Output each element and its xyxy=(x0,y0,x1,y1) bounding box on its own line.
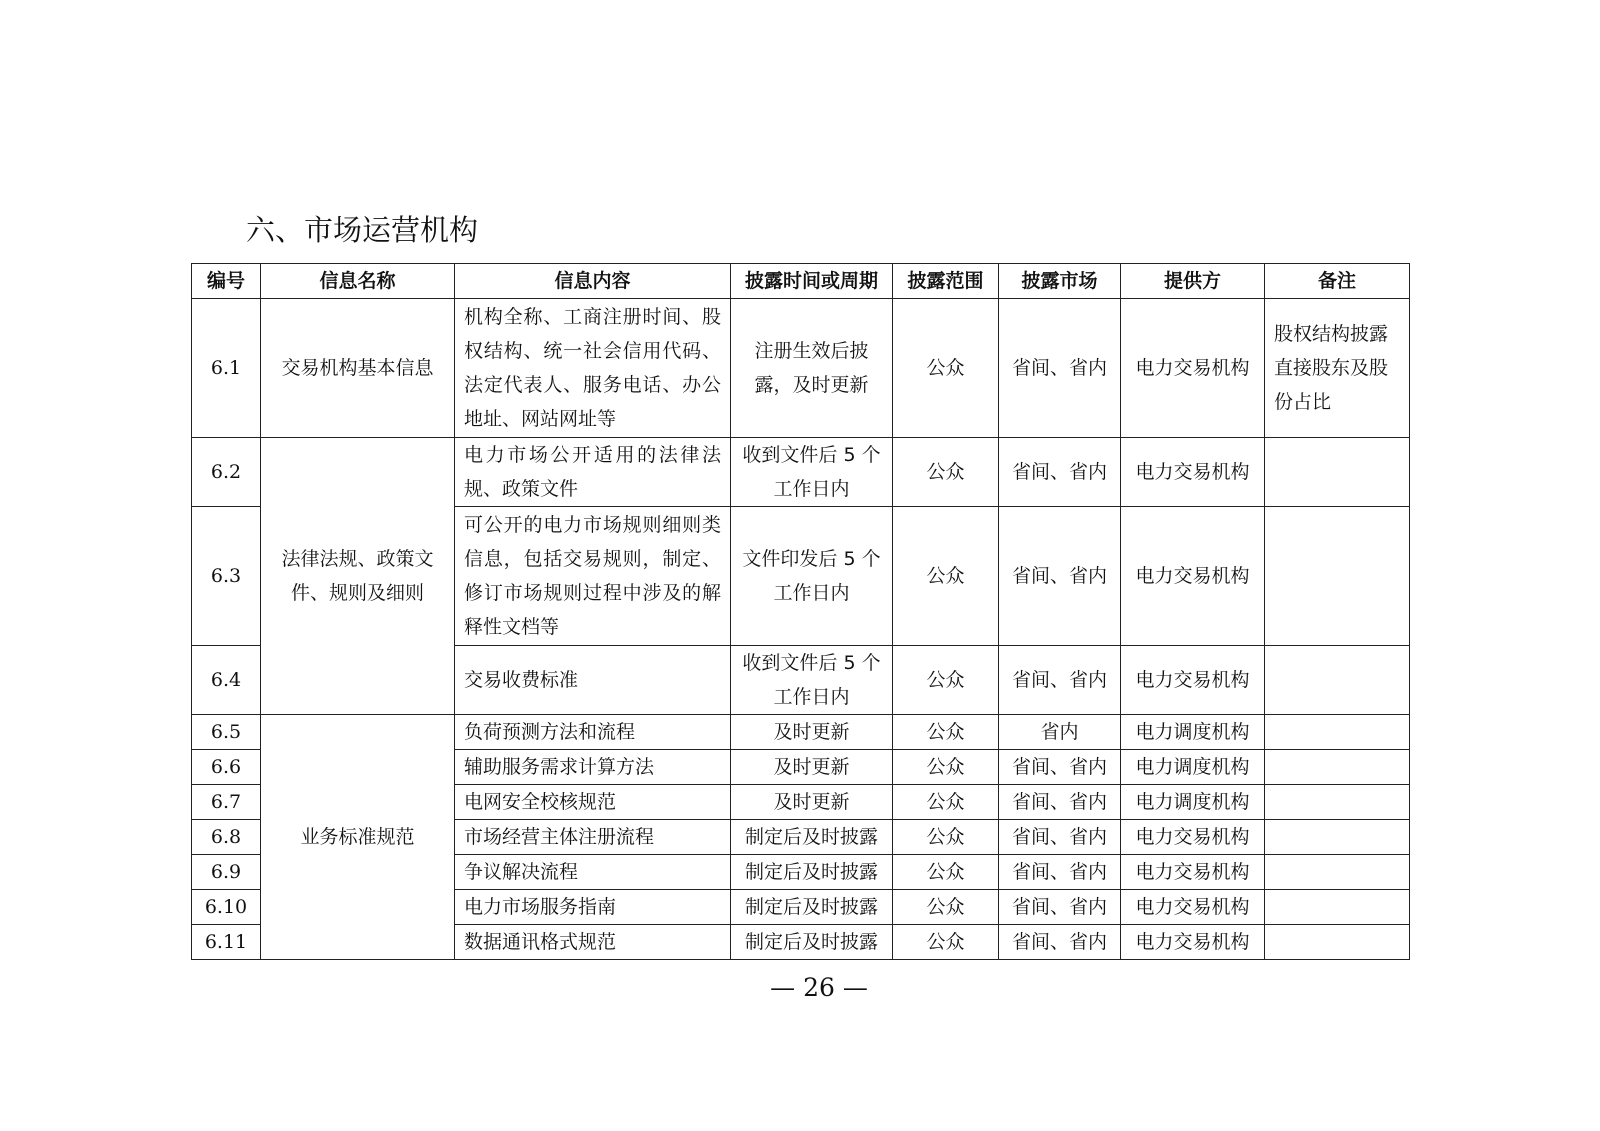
note xyxy=(1265,925,1410,960)
row-number: 6.11 xyxy=(192,925,261,960)
provider: 电力调度机构 xyxy=(1121,750,1265,785)
disclosure-time: 制定后及时披露 xyxy=(731,890,893,925)
row-number: 6.8 xyxy=(192,820,261,855)
row-number: 6.1 xyxy=(192,299,261,438)
provider: 电力交易机构 xyxy=(1121,299,1265,438)
info-content: 数据通讯格式规范 xyxy=(455,925,731,960)
disclosure-time: 及时更新 xyxy=(731,785,893,820)
info-content: 机构全称、工商注册时间、股权结构、统一社会信用代码、法定代表人、服务电话、办公地址、网站网址等 xyxy=(455,299,731,438)
header-content: 信息内容 xyxy=(455,264,731,299)
provider: 电力交易机构 xyxy=(1121,507,1265,646)
section-title: 六、市场运营机构 xyxy=(246,213,479,247)
disclosure-scope: 公众 xyxy=(893,750,999,785)
row-number: 6.7 xyxy=(192,785,261,820)
info-content: 电力市场公开适用的法律法规、政策文件 xyxy=(455,438,731,507)
table-row xyxy=(192,299,1410,438)
disclosure-time: 收到文件后 5 个工作日内 xyxy=(731,646,893,715)
note xyxy=(1265,750,1410,785)
info-content: 可公开的电力市场规则细则类信息，包括交易规则，制定、修订市场规则过程中涉及的解释性文档等 xyxy=(455,507,731,646)
info-name: 业务标准规范 xyxy=(261,715,455,960)
disclosure-market: 省间、省内 xyxy=(999,299,1121,438)
header-name: 信息名称 xyxy=(261,264,455,299)
provider: 电力交易机构 xyxy=(1121,820,1265,855)
disclosure-time: 制定后及时披露 xyxy=(731,820,893,855)
note xyxy=(1265,820,1410,855)
row-number: 6.3 xyxy=(192,507,261,646)
provider: 电力交易机构 xyxy=(1121,855,1265,890)
row-number: 6.2 xyxy=(192,438,261,507)
note xyxy=(1265,855,1410,890)
disclosure-scope: 公众 xyxy=(893,785,999,820)
disclosure-scope: 公众 xyxy=(893,890,999,925)
page-number: — 26 — xyxy=(770,973,868,1002)
info-content: 电网安全校核规范 xyxy=(455,785,731,820)
info-name: 交易机构基本信息 xyxy=(261,299,455,438)
disclosure-time: 及时更新 xyxy=(731,715,893,750)
disclosure-market: 省间、省内 xyxy=(999,855,1121,890)
disclosure-market: 省间、省内 xyxy=(999,925,1121,960)
header-provider: 提供方 xyxy=(1121,264,1265,299)
disclosure-scope: 公众 xyxy=(893,507,999,646)
disclosure-market: 省间、省内 xyxy=(999,750,1121,785)
info-content: 辅助服务需求计算方法 xyxy=(455,750,731,785)
provider: 电力交易机构 xyxy=(1121,890,1265,925)
info-content: 市场经营主体注册流程 xyxy=(455,820,731,855)
note xyxy=(1265,507,1410,646)
note xyxy=(1265,715,1410,750)
info-content: 电力市场服务指南 xyxy=(455,890,731,925)
info-content: 负荷预测方法和流程 xyxy=(455,715,731,750)
disclosure-market: 省间、省内 xyxy=(999,890,1121,925)
note: 股权结构披露直接股东及股份占比 xyxy=(1265,299,1410,438)
header-market: 披露市场 xyxy=(999,264,1121,299)
disclosure-market: 省间、省内 xyxy=(999,438,1121,507)
disclosure-time: 注册生效后披露，及时更新 xyxy=(731,299,893,438)
disclosure-table xyxy=(191,263,1410,960)
note xyxy=(1265,785,1410,820)
header-note: 备注 xyxy=(1265,264,1410,299)
disclosure-market: 省间、省内 xyxy=(999,507,1121,646)
info-content: 交易收费标准 xyxy=(455,646,731,715)
disclosure-scope: 公众 xyxy=(893,925,999,960)
header-num: 编号 xyxy=(192,264,261,299)
info-content: 争议解决流程 xyxy=(455,855,731,890)
header-row xyxy=(192,264,1410,299)
note xyxy=(1265,646,1410,715)
disclosure-scope: 公众 xyxy=(893,820,999,855)
header-time: 披露时间或周期 xyxy=(731,264,893,299)
note xyxy=(1265,438,1410,507)
provider: 电力交易机构 xyxy=(1121,925,1265,960)
row-number: 6.5 xyxy=(192,715,261,750)
disclosure-scope: 公众 xyxy=(893,299,999,438)
disclosure-scope: 公众 xyxy=(893,715,999,750)
disclosure-time: 制定后及时披露 xyxy=(731,925,893,960)
disclosure-time: 收到文件后 5 个工作日内 xyxy=(731,438,893,507)
disclosure-scope: 公众 xyxy=(893,646,999,715)
table-row xyxy=(192,715,1410,750)
row-number: 6.9 xyxy=(192,855,261,890)
provider: 电力调度机构 xyxy=(1121,715,1265,750)
row-number: 6.6 xyxy=(192,750,261,785)
disclosure-scope: 公众 xyxy=(893,438,999,507)
provider: 电力调度机构 xyxy=(1121,785,1265,820)
provider: 电力交易机构 xyxy=(1121,438,1265,507)
header-scope: 披露范围 xyxy=(893,264,999,299)
disclosure-market: 省间、省内 xyxy=(999,785,1121,820)
disclosure-market: 省间、省内 xyxy=(999,820,1121,855)
provider: 电力交易机构 xyxy=(1121,646,1265,715)
info-name: 法律法规、政策文件、规则及细则 xyxy=(261,438,455,715)
row-number: 6.4 xyxy=(192,646,261,715)
disclosure-market: 省内 xyxy=(999,715,1121,750)
disclosure-time: 制定后及时披露 xyxy=(731,855,893,890)
disclosure-market: 省间、省内 xyxy=(999,646,1121,715)
table-row xyxy=(192,438,1410,507)
disclosure-time: 及时更新 xyxy=(731,750,893,785)
note xyxy=(1265,890,1410,925)
disclosure-scope: 公众 xyxy=(893,855,999,890)
row-number: 6.10 xyxy=(192,890,261,925)
disclosure-time: 文件印发后 5 个工作日内 xyxy=(731,507,893,646)
